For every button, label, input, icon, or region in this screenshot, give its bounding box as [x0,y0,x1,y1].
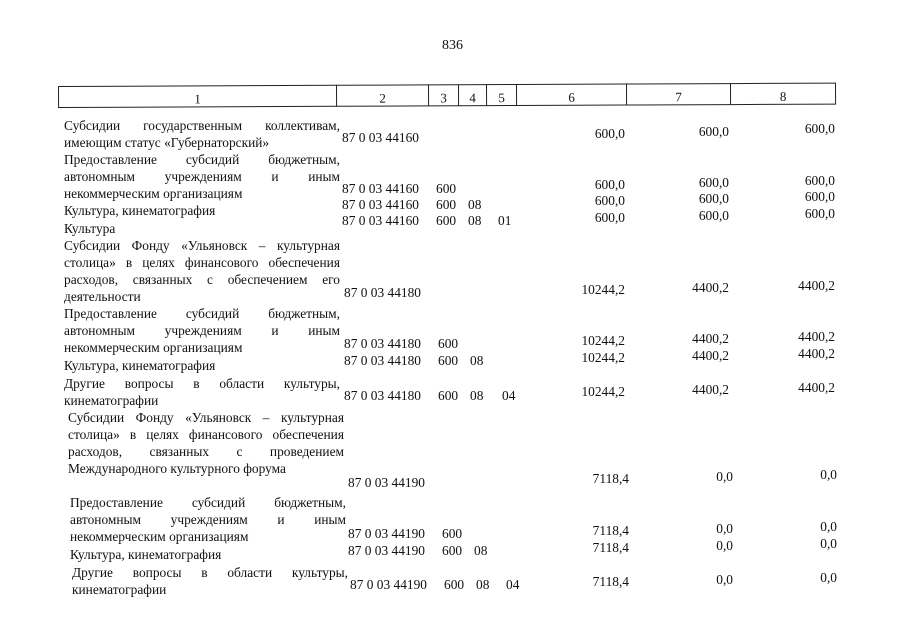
page-number: 836 [442,38,463,53]
row-description: Предоставление субсидий бюджетным, автономным учреждениям и иным некоммерческим организациям [70,495,346,544]
row-value-8: 600,0 [804,206,835,221]
row-value-8: 0,0 [820,570,837,585]
row-description: Культура, кинематография [64,203,216,218]
row-value-7: 600,0 [698,175,729,190]
row-value-6: 600,0 [594,177,625,192]
row-value-6: 7118,4 [592,471,629,486]
row-value-7: 600,0 [698,191,729,206]
row-value-6: 10244,2 [581,282,625,297]
row-vr: 600 [442,543,463,558]
row-value-7: 0,0 [716,521,733,536]
row-code: 87 0 03 44180 [344,285,421,300]
row-description: Культура, кинематография [64,358,216,373]
row-description: Другие вопросы в области культуры, кинематографии [64,376,340,408]
row-code: 87 0 03 44160 [342,213,419,228]
row-rz: 08 [470,353,484,368]
row-value-8: 4400,2 [798,346,835,361]
row-pr: 04 [502,388,516,403]
row-value-7: 4400,2 [692,331,729,346]
row-code: 87 0 03 44190 [348,543,425,558]
row-description: Другие вопросы в области культуры, кинематографии [72,565,348,597]
row-value-8: 600,0 [804,189,835,204]
header-col-7: 7 [626,83,730,105]
header-col-6: 6 [516,84,626,106]
row-vr: 600 [438,388,459,403]
row-value-8: 0,0 [820,467,837,482]
row-value-6: 7118,4 [592,523,629,538]
row-code: 87 0 03 44190 [348,475,425,490]
row-vr: 600 [436,197,457,212]
row-value-8: 4400,2 [798,380,835,395]
row-value-8: 4400,2 [798,278,835,293]
row-value-7: 0,0 [716,469,733,484]
row-vr: 600 [438,353,459,368]
row-rz: 08 [476,577,490,592]
row-code: 87 0 03 44160 [342,130,419,145]
row-rz: 08 [468,197,482,212]
row-value-8: 4400,2 [798,329,835,344]
row-value-6: 7118,4 [592,574,629,589]
row-description: Культура [64,221,116,236]
row-vr: 600 [436,213,457,228]
row-vr: 600 [438,336,459,351]
row-value-7: 0,0 [716,572,733,587]
row-rz: 08 [468,213,482,228]
row-description: Субсидии Фонду «Ульяновск – культурная столица» в целях финансового обеспечения расходов, связанных с проведением Международного культурного форума [68,410,344,476]
row-value-7: 0,0 [716,538,733,553]
row-value-6: 10244,2 [581,350,625,365]
row-code: 87 0 03 44180 [344,388,421,403]
table-header [58,83,836,110]
row-code: 87 0 03 44160 [342,181,419,196]
row-description: Субсидии государственным коллективам, имеющим статус «Губернаторский» [64,118,340,150]
row-vr: 600 [442,526,463,541]
row-value-6: 600,0 [594,193,625,208]
row-value-6: 10244,2 [581,384,625,399]
row-description: Субсидии Фонду «Ульяновск – культурная столица» в целях финансового обеспечения расходов, связанных с обеспечением его деятельности [64,238,340,304]
row-code: 87 0 03 44190 [350,577,427,592]
row-description: Предоставление субсидий бюджетным, автономным учреждениям и иным некоммерческим организациям [64,306,340,355]
row-pr: 04 [506,577,520,592]
row-rz: 08 [470,388,484,403]
row-value-7: 600,0 [698,124,729,139]
row-rz: 08 [474,543,488,558]
row-code: 87 0 03 44190 [348,526,425,541]
header-col-5: 5 [486,84,516,106]
row-value-7: 4400,2 [692,382,729,397]
row-description: Культура, кинематография [70,547,222,562]
row-value-8: 0,0 [820,519,837,534]
row-value-8: 600,0 [804,173,835,188]
row-value-8: 0,0 [820,536,837,551]
row-vr: 600 [436,181,457,196]
row-description: Предоставление субсидий бюджетным, автономным учреждениям и иным некоммерческим организациям [64,152,340,201]
row-code: 87 0 03 44180 [344,336,421,351]
row-value-7: 4400,2 [692,280,729,295]
row-value-7: 4400,2 [692,348,729,363]
row-value-6: 600,0 [594,210,625,225]
row-code: 87 0 03 44160 [342,197,419,212]
row-code: 87 0 03 44180 [344,353,421,368]
row-value-7: 600,0 [698,208,729,223]
row-vr: 600 [444,577,465,592]
row-value-8: 600,0 [804,121,835,136]
header-col-8: 8 [730,83,836,105]
row-value-6: 10244,2 [581,333,625,348]
row-value-6: 600,0 [594,126,625,141]
header-col-1: 1 [58,85,336,108]
header-col-3: 3 [428,84,458,106]
header-col-2: 2 [336,84,428,106]
header-col-4: 4 [458,84,486,106]
row-value-6: 7118,4 [592,540,629,555]
row-pr: 01 [498,213,512,228]
